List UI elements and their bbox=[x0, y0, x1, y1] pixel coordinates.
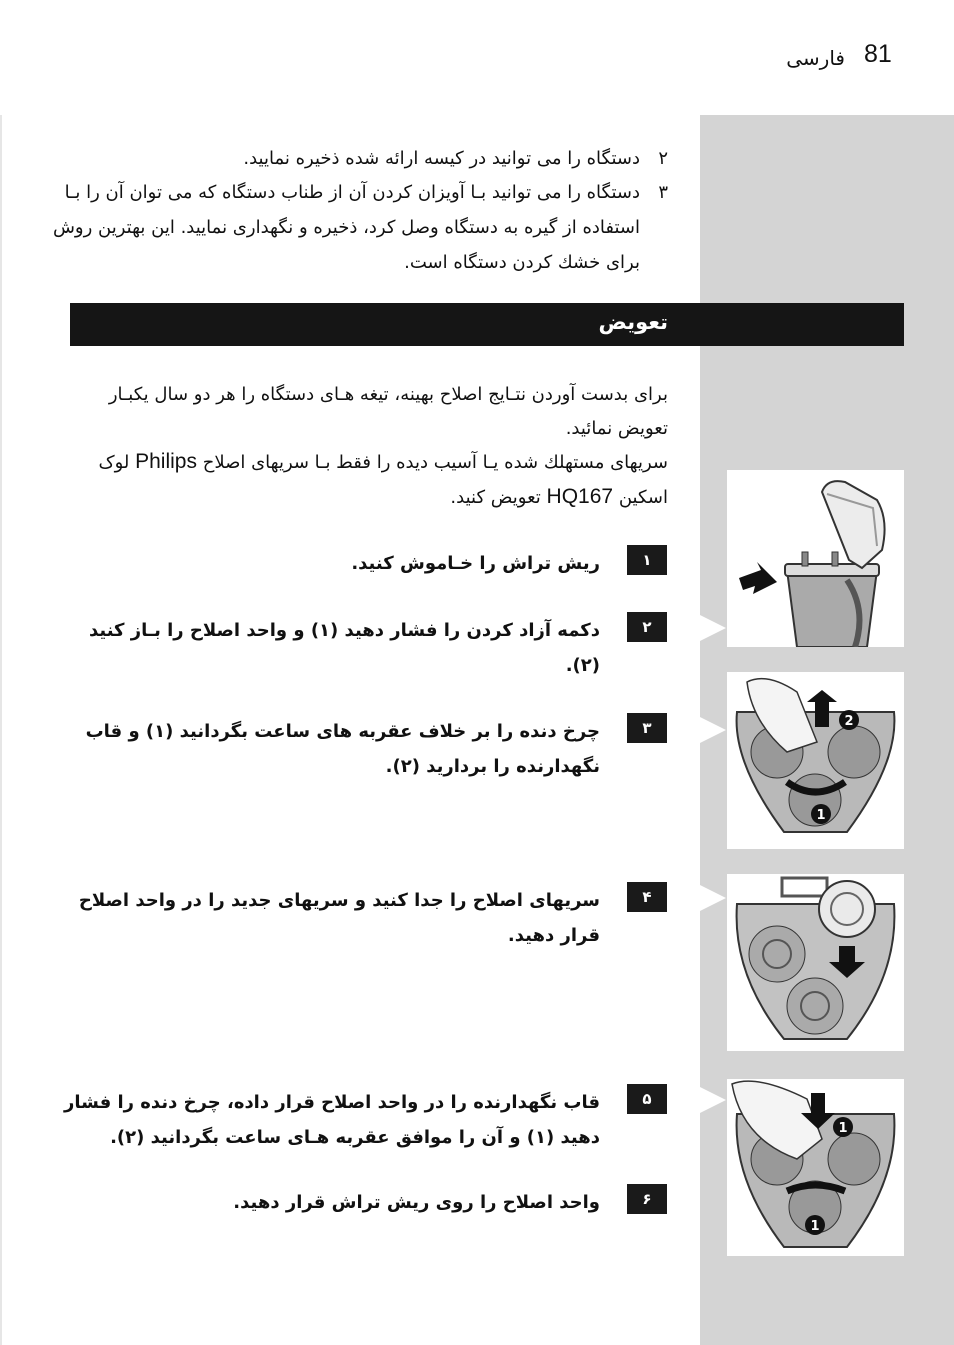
step-number-badge: ۱ bbox=[627, 545, 667, 575]
intro-paragraph-2 bbox=[68, 445, 668, 515]
step-number-badge: ۶ bbox=[627, 1184, 667, 1214]
shaving-unit-illustration bbox=[727, 672, 904, 849]
callout-1: 1 bbox=[816, 808, 826, 823]
section-title: تعویض bbox=[598, 310, 668, 334]
figure-replace-shaving-heads bbox=[727, 874, 904, 1051]
step-number-badge: ۴ bbox=[627, 882, 667, 912]
step-number-badge: ۲ bbox=[627, 612, 667, 642]
step-text: چرخ دنده را بر خلاف عقربه های ساعت بگردانید (۱) و قاب نگهدارنده را بردارید (۲). bbox=[85, 721, 600, 777]
step-text: واحد اصلاح را روی ریش تراش قرار دهید. bbox=[233, 1192, 600, 1213]
item-number: ۳ bbox=[658, 182, 668, 203]
intro-paragraph-1: برای بدست آوردن نتـایج اصلاح بهینه، تیغه هـای دستگاه را هر دو سال یکبـار تعویض نمائید. bbox=[108, 384, 668, 439]
figure-open-shaving-unit bbox=[727, 470, 904, 647]
step-text: سریهای اصلاح را جدا کنید و سریهای جدید را در واحد اصلاح قرار دهید. bbox=[78, 890, 600, 946]
figure-pointer bbox=[700, 1087, 726, 1113]
brand-name: Philips bbox=[135, 450, 197, 473]
step-number-badge: ۳ bbox=[627, 713, 667, 743]
step-number-badge: ۵ bbox=[627, 1084, 667, 1114]
item-number: ۲ bbox=[658, 148, 668, 169]
section-heading-bar bbox=[70, 303, 904, 346]
intro-text: لوک اسکین bbox=[98, 452, 668, 508]
figure-remove-retaining-frame bbox=[727, 672, 904, 849]
figure-refit-retaining-frame bbox=[727, 1079, 904, 1256]
intro-text: تعویض کنید. bbox=[450, 487, 541, 508]
step-text: قاب نگهدارنده را در واحد اصلاح قرار داده، چرخ دنده را فشار دهید (۱) و آن را موافق عقربه هـای ساعت بگردانید (۲). bbox=[64, 1092, 600, 1148]
figure-pointer bbox=[700, 717, 726, 743]
arrow-icon bbox=[739, 562, 777, 594]
item-text: دستگاه را می توانید در کیسه ارائه شده ذخیره نمایید. bbox=[243, 148, 640, 169]
shaving-heads-illustration bbox=[727, 874, 904, 1051]
step-text: دکمه آزاد کردن را فشار دهید (۱) و واحد اصلاح را بـاز کنید (۲). bbox=[88, 620, 600, 676]
storage-item-3 bbox=[50, 175, 668, 280]
figure-pointer bbox=[700, 615, 726, 641]
page-number: 81 bbox=[864, 40, 892, 68]
callout-1: 1 bbox=[838, 1121, 848, 1136]
item-text: دستگاه را می توانید بـا آویزان کردن آن از طناب دستگاه که می توان آن را بـا استفاده از گیره به دستگاه وصل کرد، ذخیره و نگهداری نمایید. این بهترین روش برای خشك کردن دستگاه است. bbox=[52, 182, 640, 273]
model-number: HQ167 bbox=[546, 485, 614, 508]
left-margin-rule bbox=[0, 115, 2, 1345]
figure-pointer bbox=[700, 885, 726, 911]
page-language: فارسی bbox=[786, 46, 845, 70]
shaver-illustration bbox=[727, 470, 904, 647]
callout-2: 2 bbox=[844, 714, 854, 729]
storage-item-2 bbox=[50, 141, 668, 176]
shaving-unit-illustration bbox=[727, 1079, 904, 1256]
step-text: ریش تراش را خـاموش کنید. bbox=[351, 553, 600, 574]
callout-1: 1 bbox=[810, 1219, 820, 1234]
intro-text: سریهای مستهلك شده یـا آسیب دیده را فقط بـا سریهای اصلاح bbox=[202, 452, 668, 473]
